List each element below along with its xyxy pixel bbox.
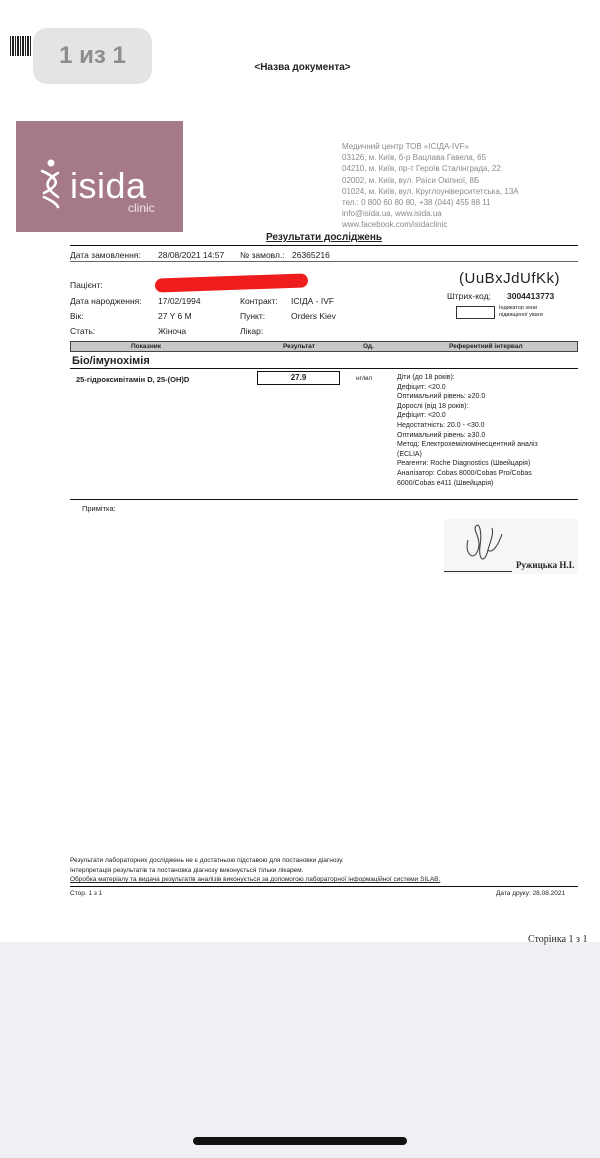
- col-result: Результат: [283, 343, 315, 350]
- order-date-label: Дата замовлення:: [70, 250, 141, 260]
- sex-label: Стать:: [70, 326, 96, 336]
- page-number: Стор. 1 з 1: [70, 890, 103, 897]
- signature-icon: [458, 520, 518, 572]
- page-footer: Сторінка 1 з 1: [528, 934, 588, 945]
- logo-sub: clinic: [128, 201, 155, 215]
- contract-label: Контракт:: [240, 296, 278, 306]
- divider: [70, 886, 578, 887]
- order-date-value: 28/08/2021 14:57: [158, 250, 225, 260]
- point-value: Orders Kiev: [291, 311, 336, 321]
- col-unit: Од.: [363, 343, 374, 350]
- redaction-mark: [155, 273, 308, 292]
- document-name: <Назва документа>: [254, 62, 351, 73]
- birth-value: 17/02/1994: [158, 296, 201, 306]
- birth-label: Дата народження:: [70, 296, 142, 306]
- sex-value: Жіноча: [158, 326, 187, 336]
- print-date: Дата друку: 28.08.2021: [496, 890, 566, 897]
- divider: [70, 499, 578, 500]
- doctor-label: Лікар:: [240, 326, 264, 336]
- results-table-header: [70, 341, 578, 352]
- page-title: Результати досліджень: [265, 232, 383, 243]
- home-indicator[interactable]: [193, 1137, 407, 1145]
- barcode-value: 3004413773: [507, 291, 555, 301]
- reference-interval: Діти (до 18 років): Дефіцит: <20.0 Оптимальний рівень: ≥20.0 Дорослі (від 18 років): Дефіцит: <20.0 Недостатність: 20.0 - <30.0 Оптимальний рівень: ≥30.0 Метод: Електрохемілюмінесцентний аналіз (ECLIA) Реагенти: Roche Diagnostics (Швейцарія) Аналізатор: Cobas 8000/Cobas Pro/Cobas 6000/Cobas e411 (Швейцарія): [397, 374, 538, 487]
- handwritten-code: (UuBxJdUfKk): [459, 270, 561, 287]
- col-indicator: Показник: [131, 343, 161, 350]
- divider: [70, 368, 578, 369]
- divider: [70, 261, 578, 262]
- contract-value: ІСІДА - IVF: [291, 296, 335, 306]
- test-name: 25-гідроксивітамін D, 25-(OH)D: [76, 375, 190, 384]
- attention-indicator-label: Індикатор зони підвищеної уваги: [499, 305, 543, 318]
- col-reference: Референтний інтервал: [449, 343, 523, 350]
- note-label: Примітка:: [82, 504, 116, 513]
- order-number-label: № замовл.:: [240, 250, 285, 260]
- helix-icon: [38, 157, 64, 209]
- barcode-icon: [10, 36, 32, 56]
- logo-brand: isida: [70, 165, 147, 206]
- test-result: 27.9: [257, 371, 340, 385]
- clinic-contacts: Медичний центр ТОВ «ІСІДА-IVF» 03126, м. Київ, б-р Вацлава Гавела, 65 04210, м. Київ, пр-т Героїв Сталінграда, 22 02002, м. Київ, вул. Раїси Окіпної, 8Б 01024, м. Київ, вул. Круглоуніверситетська, 13А тел.: 0 800 60 80 80, +38 (044) 455 88 11 info@isida.ua, www.isida.ua www.facebook.com/isidaclinic: [342, 142, 519, 230]
- point-label: Пункт:: [240, 311, 266, 321]
- signer-name: Ружицька Н.І.: [516, 560, 575, 570]
- age-label: Вік:: [70, 311, 84, 321]
- footer-notes: Результати лабораторних досліджень не є достатньою підставою для постановки діагнозу. Інтерпретація результатів та постановка діагнозу виконується тільки лікарем. Обробка матеріалу та видача результатів аналізів виконується за допомогою лабораторної інформаційної системи SILAB.: [70, 857, 441, 884]
- divider: [70, 245, 578, 246]
- page-counter: 1 из 1: [33, 28, 152, 84]
- patient-label: Пацієнт:: [70, 280, 103, 290]
- age-value: 27 Y 6 M: [158, 311, 192, 321]
- barcode-label: Штрих-код:: [447, 291, 491, 301]
- signature-line: [444, 571, 512, 572]
- order-number-value: 26365216: [292, 250, 330, 260]
- attention-indicator-box: [456, 306, 495, 319]
- section-title: Біо/імунохімія: [72, 355, 150, 367]
- test-unit: нг/мл: [356, 375, 373, 382]
